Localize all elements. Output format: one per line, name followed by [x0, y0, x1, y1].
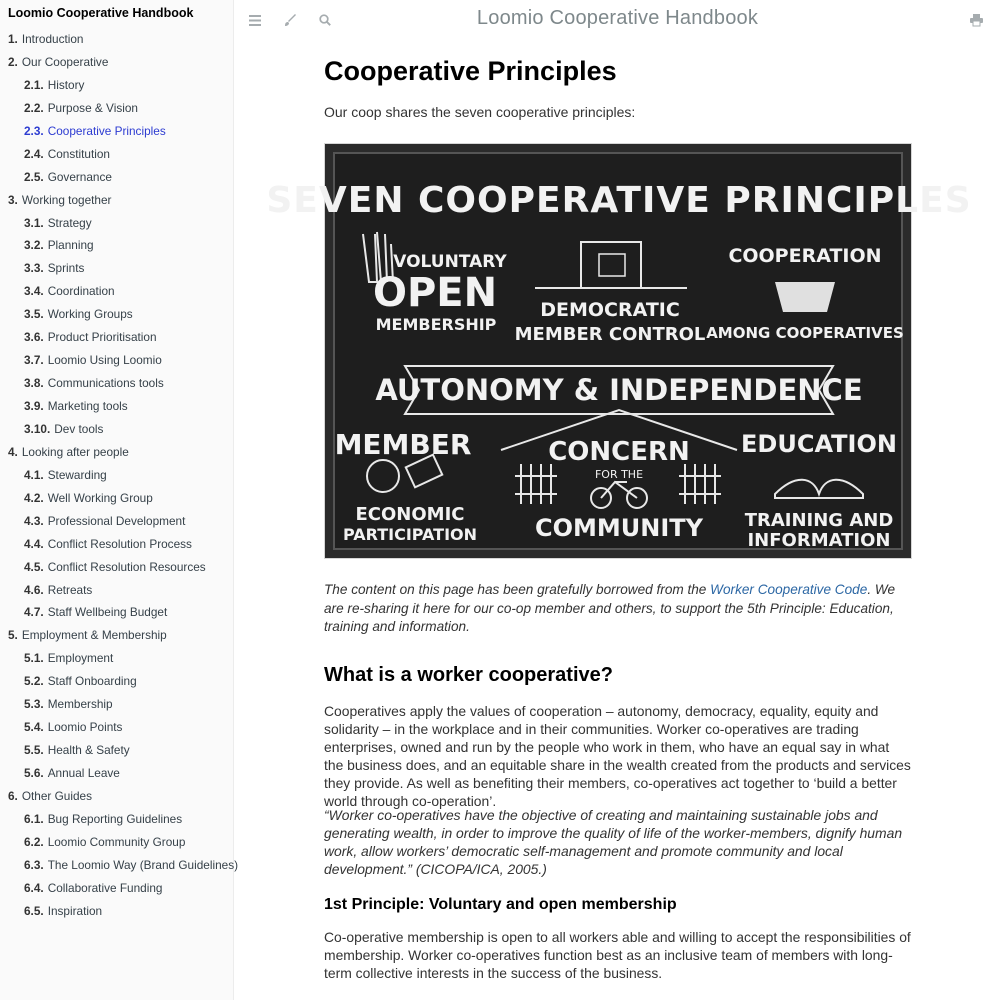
sidebar-item-label: Loomio Community Group — [47, 834, 186, 849]
sidebar-item[interactable] — [0, 762, 234, 785]
sidebar-item-label: Dev tools — [54, 421, 104, 436]
sidebar-item-number: 2. — [8, 54, 18, 69]
sidebar-item[interactable] — [0, 120, 234, 143]
sidebar-item-label: Marketing tools — [47, 399, 128, 413]
sidebar-item-label: Bug Reporting Guidelines — [47, 811, 183, 826]
sidebar-item-label: Coordination — [47, 284, 115, 299]
sidebar-item[interactable] — [0, 808, 234, 831]
sidebar-item[interactable] — [0, 441, 234, 464]
sidebar-item-label: The Loomio Way (Brand Guidelines) — [47, 857, 239, 872]
sidebar-item-number: 5.1. — [24, 651, 44, 666]
menu-icon[interactable] — [245, 10, 265, 30]
sidebar-item-label: Our Cooperative — [21, 54, 109, 69]
sidebar-item[interactable] — [0, 579, 234, 602]
sidebar-item[interactable] — [0, 349, 234, 372]
sidebar-item-label: Staff Onboarding — [47, 674, 137, 689]
sidebar-item[interactable] — [0, 831, 234, 854]
sidebar-item[interactable] — [0, 234, 234, 257]
seven-principles-poster — [266, 143, 972, 559]
search-icon[interactable] — [315, 10, 335, 30]
sidebar-item-number: 3.9. — [24, 399, 44, 413]
poster-p7-c: INFORMATION — [747, 530, 891, 551]
sidebar-item-number: 3.7. — [24, 353, 44, 368]
credit-text-before: The content on this page has been gratefully borrowed from the — [324, 582, 711, 597]
sidebar-item[interactable] — [0, 900, 234, 923]
sidebar-item-label: Membership — [47, 697, 113, 712]
book-title[interactable]: Loomio Cooperative Handbook — [8, 6, 194, 20]
sidebar-item-label: Staff Wellbeing Budget — [47, 605, 168, 620]
sidebar-item-number: 4.5. — [24, 559, 44, 574]
sidebar-item-number: 1. — [8, 32, 18, 46]
sidebar-item[interactable] — [0, 785, 234, 808]
credit-text-after: . We are re-sharing it here for our co-op member and others, to support the 5th Principle: Education, training and information. — [324, 582, 896, 634]
sidebar-item-number: 4.1. — [24, 467, 44, 482]
sidebar-item-label: Governance — [47, 169, 112, 184]
sidebar-item-number: 3.5. — [24, 307, 44, 322]
sidebar-item[interactable] — [0, 670, 234, 693]
sidebar-item-number: 2.5. — [24, 169, 44, 184]
sidebar-item-label: Employment & Membership — [21, 628, 167, 643]
poster-p7-b: TRAINING AND — [744, 510, 894, 531]
sidebar-item-label: Well Working Group — [47, 490, 153, 505]
sidebar-item[interactable] — [0, 372, 234, 395]
sidebar-item[interactable] — [0, 556, 234, 579]
sidebar-item-label: Working together — [21, 192, 112, 207]
sidebar-item-number: 4.4. — [24, 536, 44, 551]
sidebar-item-label: Communications tools — [47, 376, 164, 391]
poster-p7-a: EDUCATION — [741, 430, 897, 458]
poster-p1-big: OPEN — [372, 270, 498, 316]
sidebar-item[interactable] — [0, 257, 234, 280]
sidebar-item-number: 3.1. — [24, 215, 44, 230]
sidebar — [0, 0, 239, 1000]
sidebar-item[interactable] — [0, 97, 234, 120]
poster-p4: AUTONOMY & INDEPENDENCE — [375, 373, 863, 407]
poster-p5-b: ECONOMIC — [355, 504, 465, 525]
sidebar-item-number: 5.5. — [24, 743, 44, 758]
poster-p2-b: MEMBER CONTROL — [514, 324, 706, 345]
sidebar-item[interactable] — [0, 693, 234, 716]
sidebar-item-number: 4.7. — [24, 605, 44, 620]
sidebar-item-label: Working Groups — [47, 307, 133, 322]
sidebar-item-number: 4. — [8, 444, 18, 459]
poster-p3-b: AMONG COOPERATIVES — [706, 324, 904, 342]
sidebar-item-label: Other Guides — [21, 788, 93, 803]
poster-p1-sub: MEMBERSHIP — [375, 315, 497, 334]
sidebar-item-number: 3.6. — [24, 330, 44, 345]
page-title: Cooperative Principles — [324, 56, 617, 86]
sidebar-item-number: 6.3. — [24, 857, 44, 872]
sidebar-item-label: Stewarding — [47, 467, 107, 482]
sidebar-item-number: 3.4. — [24, 284, 44, 299]
sidebar-item-label: Professional Development — [47, 513, 186, 528]
sidebar-item-number: 4.2. — [24, 490, 44, 505]
header-bar — [235, 0, 1000, 40]
sidebar-item-label: Retreats — [47, 582, 93, 597]
sidebar-item-number: 4.6. — [24, 582, 44, 597]
sidebar-item-number: 3.8. — [24, 376, 44, 391]
poster-p5-a: MEMBER — [334, 428, 472, 461]
sidebar-item-number: 5.4. — [24, 720, 44, 735]
sidebar-item[interactable] — [0, 326, 234, 349]
intro-text: Our coop shares the seven cooperative principles: — [324, 104, 636, 120]
sidebar-item-label: History — [47, 77, 85, 92]
sidebar-item-number: 3. — [8, 192, 18, 207]
sidebar-item[interactable] — [0, 418, 234, 441]
sidebar-item-label: Cooperative Principles — [47, 123, 166, 138]
sidebar-item-label: Constitution — [47, 146, 110, 161]
sidebar-item-number: 6. — [8, 788, 18, 803]
sidebar-item-number: 2.1. — [24, 77, 44, 92]
sidebar-item[interactable] — [0, 74, 234, 97]
sidebar-item[interactable] — [0, 647, 234, 670]
worker-cooperative-code-link[interactable]: Worker Cooperative Code — [710, 582, 868, 597]
sidebar-item-label: Annual Leave — [47, 766, 120, 780]
sidebar-item-label: Product Prioritisation — [47, 330, 157, 345]
sidebar-item[interactable] — [0, 533, 234, 556]
sidebar-item-label: Purpose & Vision — [47, 100, 138, 115]
sidebar-item-label: Conflict Resolution Process — [47, 536, 192, 551]
section-heading: What is a worker cooperative? — [324, 664, 613, 686]
credit-note — [324, 581, 912, 637]
sidebar-item[interactable] — [0, 303, 234, 326]
poster-heading: SEVEN COOPERATIVE PRINCIPLES — [266, 180, 972, 221]
sidebar-item-number: 6.5. — [24, 903, 44, 918]
sidebar-item[interactable] — [0, 212, 234, 235]
sidebar-item-number: 3.10. — [24, 421, 51, 436]
sidebar-item-label: Strategy — [47, 215, 92, 230]
sidebar-item-label: Health & Safety — [47, 743, 130, 758]
cooperatives-paragraph: Cooperatives apply the values of cooperation – autonomy, democracy, equality, equity and solidarity – in the workplace and in their communities. Worker co-operatives are trading enterprises, owned and run by the people who work in them, who have an equal say in what the business does, and an equitable share in the wealth created from the products and services they provide. As well as benefiting their members, co-operatives act together to ‘build a better world through co-operation’. — [324, 703, 911, 809]
poster-p6-c: COMMUNITY — [534, 514, 704, 542]
sidebar-item[interactable] — [0, 877, 234, 900]
poster-p3-a: COOPERATION — [728, 245, 882, 267]
sidebar-item[interactable] — [0, 510, 234, 533]
sidebar-item-number: 6.4. — [24, 880, 44, 895]
sidebar-item[interactable] — [0, 854, 239, 877]
sidebar-item-number: 5.3. — [24, 697, 44, 712]
poster-p5-c: PARTICIPATION — [342, 525, 478, 544]
sidebar-item[interactable] — [0, 395, 234, 418]
sidebar-item-label: Employment — [47, 651, 114, 666]
print-icon[interactable] — [966, 10, 986, 30]
membership-paragraph: Co-operative membership is open to all workers able and willing to accept the responsibilities of membership. Worker co-operatives function best as an inclusive team of members with long-term collective interests in the success of the business. — [324, 929, 911, 981]
sidebar-item-label: Loomio Using Loomio — [47, 353, 162, 368]
poster-p2-a: DEMOCRATIC — [540, 299, 680, 321]
sidebar-item-label: Introduction — [21, 32, 84, 46]
sidebar-item-number: 5.2. — [24, 674, 44, 689]
header-title: Loomio Cooperative Handbook — [476, 7, 759, 29]
sidebar-item-number: 4.3. — [24, 513, 44, 528]
sidebar-item-label: Collaborative Funding — [47, 880, 163, 895]
sidebar-item-number: 5.6. — [24, 766, 44, 780]
sidebar-item[interactable] — [0, 716, 234, 739]
sidebar-item[interactable] — [0, 166, 234, 189]
principle-heading: 1st Principle: Voluntary and open membership — [324, 896, 677, 913]
table-of-contents — [0, 28, 239, 923]
sidebar-item[interactable] — [0, 487, 234, 510]
sidebar-item-number: 6.2. — [24, 834, 44, 849]
poster-p6-a: CONCERN — [548, 437, 690, 467]
sidebar-item[interactable] — [0, 28, 234, 51]
sidebar-item[interactable] — [0, 189, 234, 212]
sidebar-item-number: 3.2. — [24, 238, 44, 253]
sidebar-item-number: 6.1. — [24, 811, 44, 826]
sidebar-item-label: Sprints — [47, 261, 85, 276]
sidebar-item[interactable] — [0, 143, 234, 166]
sidebar-item-label: Loomio Points — [47, 720, 123, 735]
sidebar-item-label: Looking after people — [21, 444, 129, 459]
brush-icon[interactable] — [280, 10, 300, 30]
sidebar-item-label: Conflict Resolution Resources — [47, 559, 206, 574]
sidebar-item[interactable] — [0, 739, 234, 762]
sidebar-item-number: 2.3. — [24, 123, 44, 138]
poster-p1-small: VOLUNTARY — [393, 252, 507, 272]
sidebar-item-number: 2.4. — [24, 146, 44, 161]
sidebar-item[interactable] — [0, 280, 234, 303]
poster-p6-b: FOR THE — [594, 468, 644, 481]
sidebar-item-label: Planning — [47, 238, 94, 253]
sidebar-item-label: Inspiration — [47, 903, 103, 918]
sidebar-item[interactable] — [0, 464, 234, 487]
sidebar-item-number: 3.3. — [24, 261, 44, 276]
sidebar-item[interactable] — [0, 601, 234, 624]
sidebar-item-number: 2.2. — [24, 100, 44, 115]
sidebar-item[interactable] — [0, 624, 234, 647]
sidebar-item-number: 5. — [8, 628, 18, 643]
sidebar-item[interactable] — [0, 51, 234, 74]
cicopa-quote: “Worker co-operatives have the objective of creating and maintaining sustainable jobs and generating wealth, in order to improve the quality of life of the worker-members, dignify human work, allow workers’ democratic self-management and promote community and local development.” (CICOPA/ICA, 2005.) — [324, 807, 903, 877]
